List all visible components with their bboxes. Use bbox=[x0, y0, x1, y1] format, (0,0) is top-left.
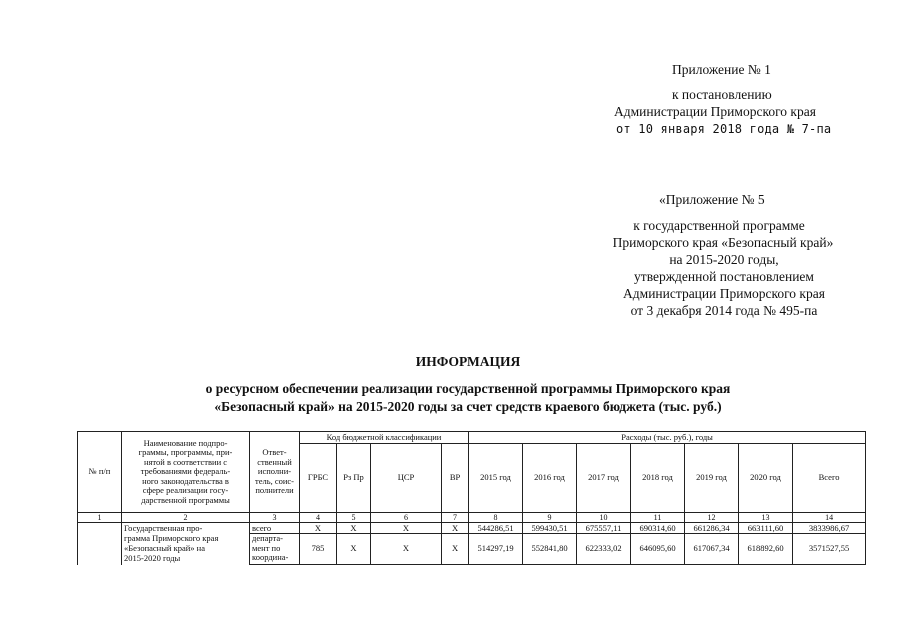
header-2019: 2019 год bbox=[685, 444, 739, 513]
row-grbs: 785 bbox=[300, 534, 337, 565]
row-total: 3571527,55 bbox=[793, 534, 866, 565]
column-number: 11 bbox=[631, 513, 685, 523]
column-number: 6 bbox=[371, 513, 442, 523]
row-2020: 663111,60 bbox=[739, 523, 793, 534]
header-2017: 2017 год bbox=[577, 444, 631, 513]
row-rzpr: X bbox=[337, 534, 371, 565]
row-2018: 690314,60 bbox=[631, 523, 685, 534]
column-number: 2 bbox=[122, 513, 250, 523]
row-2016: 599430,51 bbox=[523, 523, 577, 534]
row-executor: департа- мент по координа- bbox=[250, 534, 300, 565]
header-num: № п/п bbox=[78, 432, 122, 513]
column-number: 8 bbox=[469, 513, 523, 523]
header-2016: 2016 год bbox=[523, 444, 577, 513]
header-budget-code: Код бюджетной классификации bbox=[300, 432, 469, 444]
document-subtitle-line1: о ресурсном обеспечении реализации государственной программы Приморского края bbox=[205, 381, 731, 396]
column-number: 13 bbox=[739, 513, 793, 523]
appendix5-line1: к государственной программе bbox=[633, 218, 805, 233]
program-name: Государственная про- грамма Приморского края «Безопасный край» на 2015-2020 годы bbox=[122, 523, 250, 565]
column-number: 4 bbox=[300, 513, 337, 523]
row-rzpr: X bbox=[337, 523, 371, 534]
row-vr: X bbox=[442, 534, 469, 565]
header-rzpr: Рз Пр bbox=[337, 444, 371, 513]
appendix5-line3: на 2015-2020 годы, bbox=[669, 252, 779, 267]
appendix1-line2: Администрации Приморского края bbox=[614, 104, 816, 119]
row-num bbox=[78, 523, 122, 565]
appendix5-line4: утвержденной постановлением bbox=[634, 269, 814, 284]
appendix5-title: «Приложение № 5 bbox=[659, 192, 765, 207]
column-number: 14 bbox=[793, 513, 866, 523]
document-subtitle-line2: «Безопасный край» на 2015-2020 годы за счет средств краевого бюджета (тыс. руб.) bbox=[214, 399, 722, 414]
column-number: 12 bbox=[685, 513, 739, 523]
row-2015: 544286,51 bbox=[469, 523, 523, 534]
row-csr: X bbox=[371, 534, 442, 565]
column-number: 5 bbox=[337, 513, 371, 523]
document-title: ИНФОРМАЦИЯ bbox=[415, 354, 521, 369]
header-2020: 2020 год bbox=[739, 444, 793, 513]
row-2019: 617067,34 bbox=[685, 534, 739, 565]
header-name: Наименование подпро- граммы, программы, при- нятой в соответствии с требованиями федераль- ного законодательства в сфере реализации госу- дарственной программы bbox=[122, 432, 250, 513]
row-2016: 552841,80 bbox=[523, 534, 577, 565]
column-numbers-row bbox=[78, 513, 866, 523]
row-2020: 618892,60 bbox=[739, 534, 793, 565]
appendix5-line2: Приморского края «Безопасный край» bbox=[612, 235, 834, 250]
header-vr: ВР bbox=[442, 444, 469, 513]
column-number: 10 bbox=[577, 513, 631, 523]
header-expenses: Расходы (тыс. руб.), годы bbox=[469, 432, 866, 444]
resource-table bbox=[77, 431, 866, 565]
header-grbs: ГРБС bbox=[300, 444, 337, 513]
column-number: 1 bbox=[78, 513, 122, 523]
column-number: 3 bbox=[250, 513, 300, 523]
appendix1-title: Приложение № 1 bbox=[672, 62, 771, 77]
column-number: 9 bbox=[523, 513, 577, 523]
column-number: 7 bbox=[442, 513, 469, 523]
row-total: 3833986,67 bbox=[793, 523, 866, 534]
row-2018: 646095,60 bbox=[631, 534, 685, 565]
row-2019: 661286,34 bbox=[685, 523, 739, 534]
row-csr: X bbox=[371, 523, 442, 534]
row-2017: 675557,11 bbox=[577, 523, 631, 534]
header-2018: 2018 год bbox=[631, 444, 685, 513]
header-2015: 2015 год bbox=[469, 444, 523, 513]
table-row bbox=[78, 523, 866, 534]
appendix5-line6: от 3 декабря 2014 года № 495-па bbox=[630, 303, 818, 318]
row-2015: 514297,19 bbox=[469, 534, 523, 565]
header-csr: ЦСР bbox=[371, 444, 442, 513]
header-executor: Ответ- ственный исполни- тель, соис- полнители bbox=[250, 432, 300, 513]
row-vr: X bbox=[442, 523, 469, 534]
appendix5-line5: Администрации Приморского края bbox=[623, 286, 825, 301]
row-2017: 622333,02 bbox=[577, 534, 631, 565]
appendix1-date: от 10 января 2018 года № 7-па bbox=[616, 122, 832, 136]
appendix1-line1: к постановлению bbox=[672, 87, 772, 102]
row-executor: всего bbox=[250, 523, 300, 534]
row-grbs: X bbox=[300, 523, 337, 534]
header-total: Всего bbox=[793, 444, 866, 513]
